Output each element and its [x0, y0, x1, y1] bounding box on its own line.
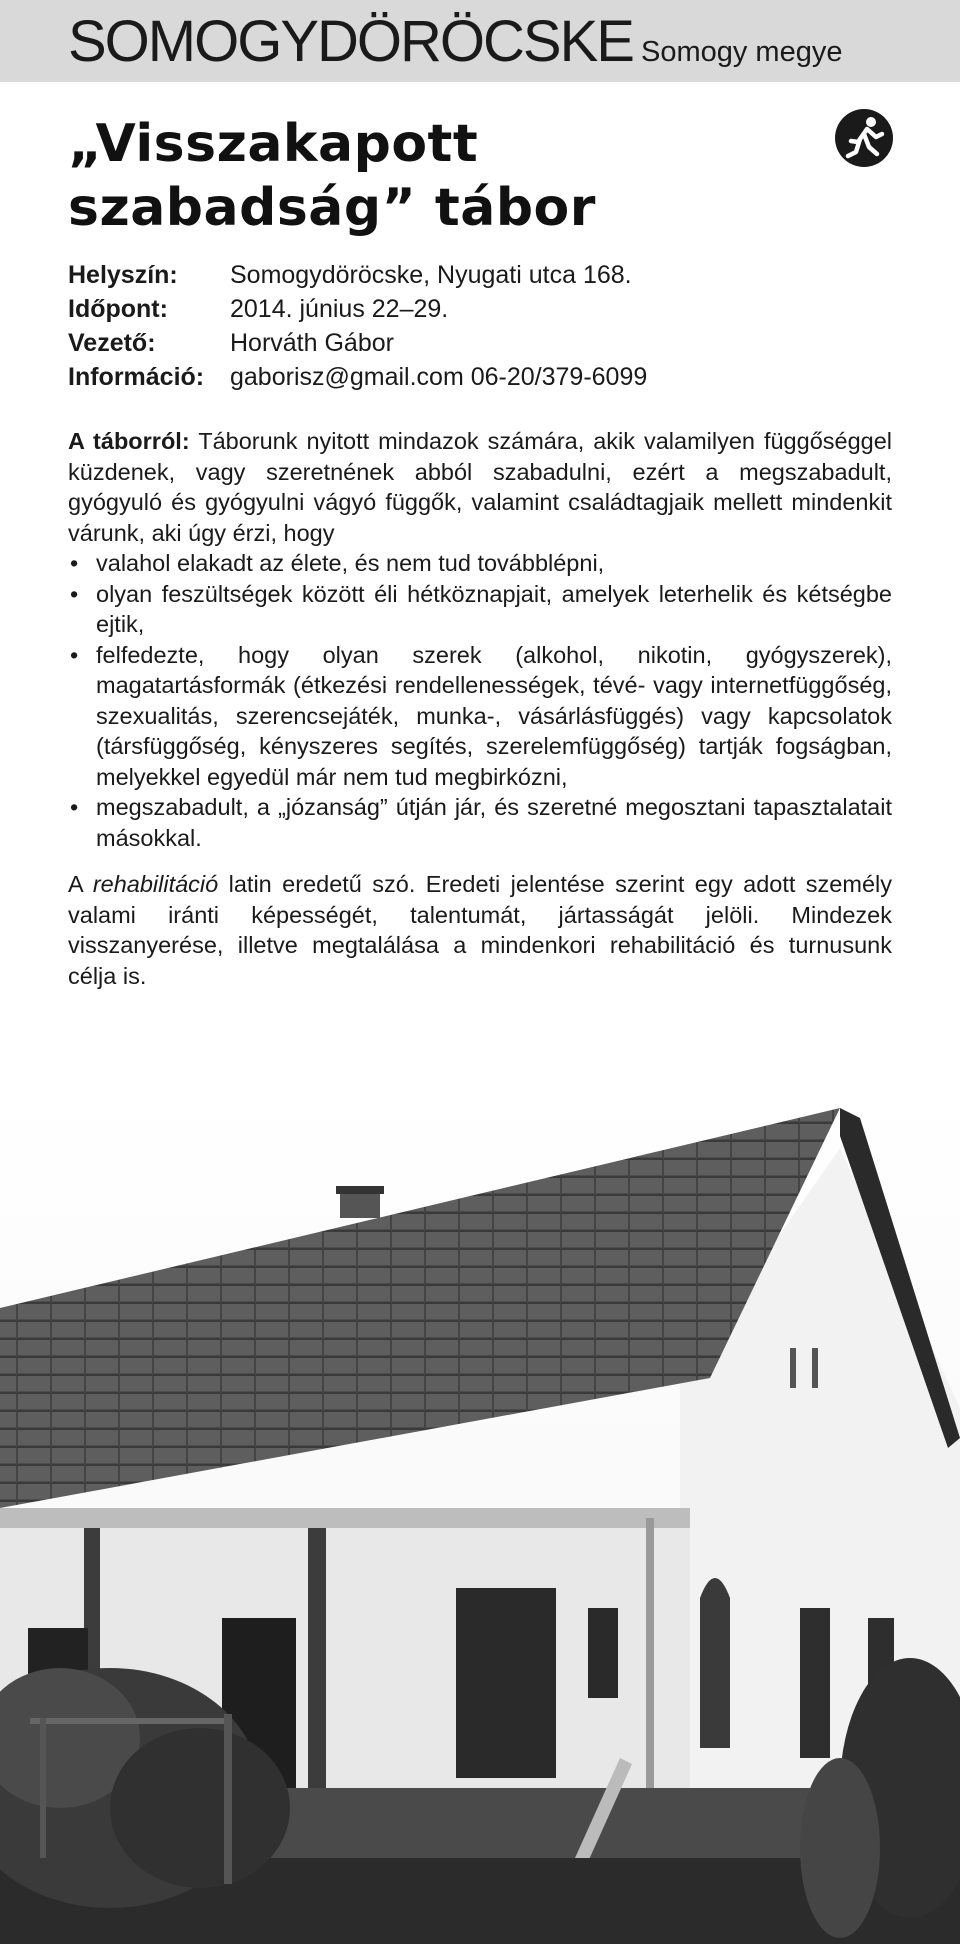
town-name	[68, 6, 842, 88]
header-band	[0, 0, 960, 82]
about-paragraph	[68, 426, 892, 548]
info-value: gaborisz@gmail.com 06-20/379-6099	[230, 363, 648, 391]
info-label: Vezető:	[68, 329, 156, 357]
info-block	[68, 258, 647, 394]
rehab-post: latin eredetű szó. Eredeti jelentése szerint egy adott személy valami iránti képességét, talentumát, jártasságát jelöli. Mindezek visszanyerése, illetve megtalálása a mindenkori rehabilitáció és turnusunk célja is.	[68, 871, 892, 989]
info-label: Időpont:	[68, 295, 168, 323]
info-row-date	[68, 292, 647, 326]
info-label: Helyszín:	[68, 261, 178, 289]
list-item: • felfedezte, hogy olyan szerek (alkohol, nikotin, gyógyszerek), magatartásformák (étkezési rendellenességek, tévé- vagy internetfüggőség, szexualitás, szerencsejáték, munka-, vásárlásfüggés) vagy kapcsolatok (társfüggőség, kényszeres segítés, szerelemfüggőség) tartják fogságban, melyekkel egyedül már nem tud megbirkózni,	[68, 640, 892, 793]
info-row-location	[68, 258, 647, 292]
running-figure-icon	[834, 108, 894, 168]
rehab-paragraph	[68, 869, 892, 991]
rehab-pre: A	[68, 871, 93, 897]
info-row-contact	[68, 360, 647, 394]
list-item: • megszabadult, a „józanság” útján jár, és szeretné megosztani tapasztalatait másokkal.	[68, 792, 892, 853]
list-item: • valahol elakadt az élete, és nem tud továbblépni,	[68, 548, 892, 579]
info-value: Somogydöröcske, Nyugati utca 168.	[230, 261, 632, 289]
info-value: Horváth Gábor	[230, 329, 394, 357]
rehab-term: rehabilitáció	[92, 871, 219, 897]
about-label: A táborról:	[68, 428, 190, 454]
farmhouse-photo	[0, 1088, 960, 1944]
info-row-leader	[68, 326, 647, 360]
camp-title-line2: szabadság” tábor	[68, 178, 596, 238]
info-label: Információ:	[68, 363, 205, 391]
county-name: Somogy megye	[640, 36, 843, 68]
article-body	[68, 426, 892, 991]
about-intro: Táborunk nyitott mindazok számára, akik valamilyen függőséggel küzdenek, vagy szeretnének abból szabadulni, ezért a megszabadult, gyógyuló és gyógyulni vágyó függők, valamint családtagjaik mellett mindenkit várunk, aki úgy érzi, hogy	[68, 428, 893, 546]
info-value: 2014. június 22–29.	[230, 295, 449, 323]
camp-title	[68, 112, 596, 240]
town-name-text: SOMOGYDÖRÖCSKE	[68, 9, 633, 74]
bullet-list	[68, 548, 892, 853]
camp-title-line1: „Visszakapott	[68, 114, 479, 174]
list-item: • olyan feszültségek között éli hétköznapjait, amelyek leterhelik és kétségbe ejtik,	[68, 579, 892, 640]
